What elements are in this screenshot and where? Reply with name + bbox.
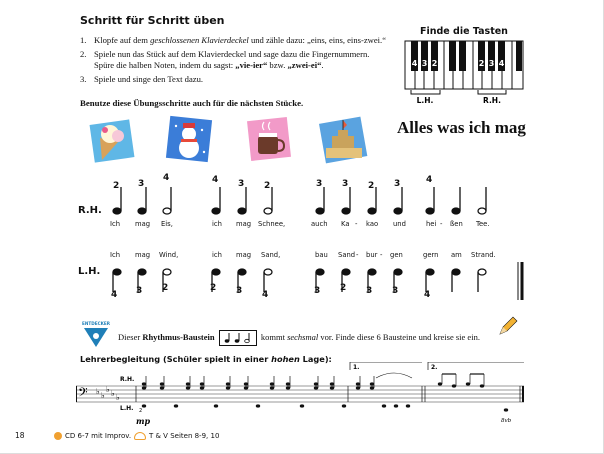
note-quarter	[316, 269, 324, 275]
note-quarter	[212, 269, 220, 275]
finger-number: 4	[212, 175, 219, 185]
cd-icon	[54, 432, 62, 440]
discover-badge-label: ENTDECKER	[82, 321, 110, 326]
lyric-syllable: ich	[212, 220, 222, 228]
finger-number: 4	[262, 290, 269, 300]
lyric-syllable: und	[393, 220, 406, 228]
lyric-syllable: Ich	[110, 251, 121, 259]
ottava-marking: 8vb	[501, 418, 512, 424]
note-half	[478, 208, 486, 214]
lyric-hyphen: -	[380, 251, 383, 259]
svg-text:♭: ♭	[111, 389, 115, 398]
pencil-icon	[496, 316, 518, 336]
lh-label: L.H.	[78, 266, 101, 277]
note-quarter	[342, 269, 350, 275]
lyric-syllable: bur	[366, 251, 378, 259]
kb-lh-finger: 4	[411, 59, 418, 68]
note-half	[478, 269, 486, 275]
note-quarter	[138, 208, 146, 214]
rhythm-block	[219, 330, 257, 346]
subheading: Benutze diese Übungsschritte auch für die nächsten Stücke.	[80, 98, 304, 108]
note-quarter	[212, 208, 220, 214]
lyric-syllable: Sand	[338, 251, 356, 259]
discover-badge	[76, 318, 116, 348]
teacher-staff	[76, 362, 526, 428]
step-2: 2. Spiele nun das Stück auf dem Klavierdeckel und sage dazu die Fingernummern. Spüre die halben Noten, indem du sagst: „vie-ier“ bzw. „zwei-ei“.	[80, 48, 370, 70]
finger-number: 3	[342, 179, 349, 189]
step-1: 1. Klopfe auf dem geschlossenen Klavierdeckel und zähle dazu: „eins, eins, eins-zwei.“	[80, 35, 387, 45]
lyric-syllable: Strand.	[471, 251, 496, 259]
kb-rh-finger: 3	[488, 59, 495, 68]
lyric-syllable: kao	[366, 220, 379, 228]
lyric-hyphen: -	[356, 251, 359, 259]
kb-lh-label: L.H.	[416, 96, 434, 105]
lyric-syllable: mag	[236, 251, 252, 259]
page-number: 18	[15, 431, 25, 440]
lyric-syllable: ßen	[450, 220, 463, 228]
lyric-syllable: hei	[426, 220, 437, 228]
ending-2-notes	[438, 374, 508, 412]
note-quarter	[113, 208, 121, 214]
lyric-syllable: mag	[135, 251, 151, 259]
lyric-syllable: mag	[236, 220, 252, 228]
kb-rh-finger: 4	[498, 59, 505, 68]
kb-rh-label: R.H.	[483, 96, 501, 105]
lyric-syllable: gen	[390, 251, 403, 259]
discover-text: Dieser Rhythmus-Baustein kommt sechsmal vor. Finde diese 6 Bausteine und kreise sie ein.	[118, 330, 480, 346]
finger-number: 2	[340, 283, 347, 293]
svg-text:♭: ♭	[106, 385, 110, 394]
svg-text:♭: ♭	[101, 391, 105, 400]
note-quarter	[113, 269, 121, 275]
note-quarter	[452, 269, 460, 275]
note-quarter	[238, 269, 246, 275]
note-half	[264, 269, 272, 275]
ending-1: 1.	[353, 364, 360, 371]
cd-reference: CD 6-7 mit Improv.	[54, 432, 131, 440]
note-half	[163, 208, 171, 214]
finger-number: 2	[210, 283, 217, 293]
finger-number: 3	[366, 286, 373, 296]
lyric-syllable: Sand,	[261, 251, 281, 259]
finger-number: 4	[111, 290, 118, 300]
lyric-syllable: Ich	[110, 220, 121, 228]
note-quarter	[394, 208, 402, 214]
lyric-syllable: Schnee,	[258, 220, 286, 228]
lyric-syllable: mag	[135, 220, 151, 228]
finger-number: 4	[424, 290, 431, 300]
note-quarter	[238, 208, 246, 214]
key-signature	[96, 385, 120, 402]
teacher-lh-label: L.H.	[120, 405, 134, 412]
section-title: Schritt für Schritt üben	[80, 14, 225, 27]
accompaniment-notes	[142, 376, 410, 408]
note-half	[264, 208, 272, 214]
finger-number: 2	[368, 181, 375, 191]
lyric-syllable: bau	[315, 251, 328, 259]
kb-lh-finger: 3	[421, 59, 428, 68]
svg-text:♭: ♭	[116, 393, 120, 402]
lh-notes	[113, 269, 486, 292]
finger-number: 3	[238, 179, 245, 189]
dynamic-marking: mp	[136, 416, 151, 426]
lyric-hyphen: -	[440, 220, 443, 228]
keyboard-title: Finde die Tasten	[420, 26, 508, 37]
bass-clef-icon: 𝄢	[78, 385, 88, 403]
teacher-heading: Lehrerbegleitung (Schüler spielt in einer hohen Lage):	[80, 354, 332, 364]
note-quarter	[368, 208, 376, 214]
lyric-syllable: am	[451, 251, 462, 259]
lyric-syllable: Ka	[341, 220, 350, 228]
finger-number: 2	[162, 283, 169, 293]
lyric-hyphen: -	[355, 220, 358, 228]
note-quarter	[426, 269, 434, 275]
note-quarter	[138, 269, 146, 275]
teacher-rh-label: R.H.	[120, 376, 135, 383]
book-icon	[134, 432, 146, 440]
ending-2: 2.	[431, 364, 438, 371]
finger-number: 3	[236, 286, 243, 296]
kb-rh-finger: 2	[478, 59, 485, 68]
finger-number: 2	[113, 181, 120, 191]
step-3: 3. Spiele und singe den Text dazu.	[80, 73, 204, 84]
finger-number: 3	[138, 179, 145, 189]
rh-notes	[113, 187, 486, 214]
lyric-syllable: ich	[212, 251, 222, 259]
note-quarter	[368, 269, 376, 275]
kb-lh-finger: 2	[431, 59, 438, 68]
song-title: Alles was ich mag	[397, 118, 526, 137]
finger-number: 3	[392, 286, 399, 296]
note-quarter	[426, 208, 434, 214]
lyric-syllable: gern	[423, 251, 439, 259]
finger-number: 2	[264, 181, 271, 191]
note-half	[163, 269, 171, 275]
note-quarter	[342, 208, 350, 214]
tv-reference: T & V Seiten 8-9, 10	[134, 432, 219, 440]
lyric-syllable: Tee.	[476, 220, 490, 228]
svg-text:♭: ♭	[96, 387, 100, 396]
finger-number: 3	[394, 179, 401, 189]
finger-number: 3	[314, 286, 321, 296]
lyric-syllable: auch	[311, 220, 328, 228]
lyric-syllable: Eis,	[161, 220, 173, 228]
teacher-finger: 2	[139, 408, 143, 414]
note-quarter	[316, 208, 324, 214]
note-quarter	[394, 269, 402, 275]
lyric-syllable: Wind,	[159, 251, 179, 259]
rh-label: R.H.	[78, 205, 102, 216]
finger-number: 4	[426, 175, 433, 185]
finger-number: 3	[136, 286, 143, 296]
finger-number: 3	[316, 179, 323, 189]
note-quarter	[452, 208, 460, 214]
finger-number: 4	[163, 173, 170, 183]
